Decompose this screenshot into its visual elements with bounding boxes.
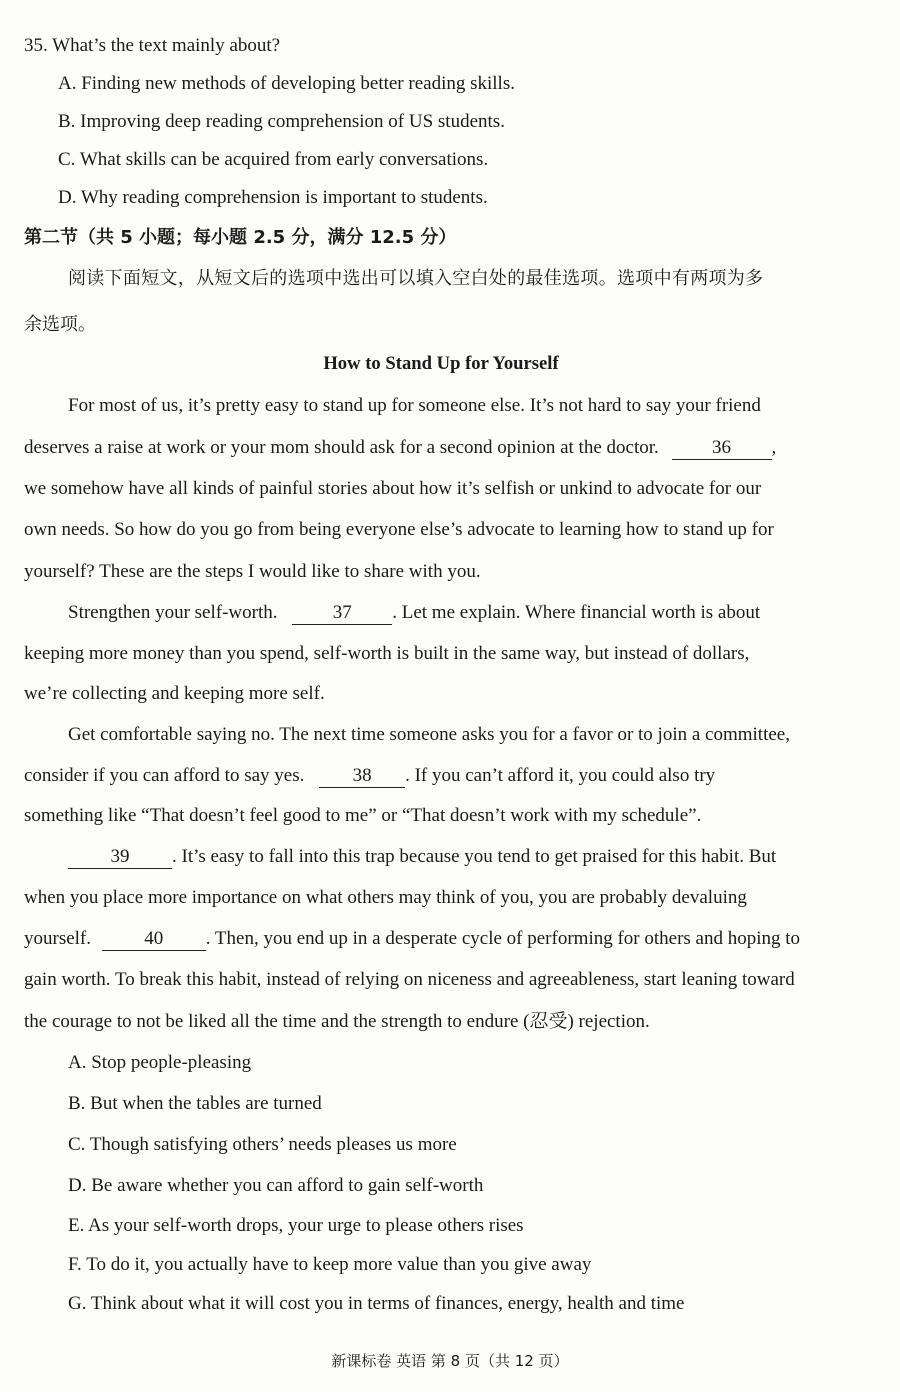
p4-line1 xyxy=(68,845,776,869)
p1-line4: own needs. So how do you go from being everyone else’s advocate to learning how to stand up for xyxy=(24,519,774,540)
p4-line3 xyxy=(24,927,800,951)
p4-line5: the courage to not be liked all the time and the strength to endure (忍受) rejection. xyxy=(24,1011,650,1032)
p1-line1: For most of us, it’s pretty easy to stand up for someone else. It’s not hard to say your friend xyxy=(68,395,761,416)
p1-line2 xyxy=(24,436,776,460)
section-instruction-line2: 余选项。 xyxy=(24,314,96,335)
choice-d: D. Be aware whether you can afford to gain self-worth xyxy=(68,1175,484,1196)
choice-g: G. Think about what it will cost you in terms of finances, energy, health and time xyxy=(68,1293,685,1314)
p1-line3: we somehow have all kinds of painful stories about how it’s selfish or unkind to advocate for our xyxy=(24,478,762,499)
p2-line1-text-b: . Let me explain. Where financial worth is about xyxy=(392,602,761,623)
p4-line4: gain worth. To break this habit, instead of relying on niceness and agreeableness, start leaning toward xyxy=(24,969,795,990)
blank-36: 36 xyxy=(672,437,772,460)
choice-a: A. Stop people-pleasing xyxy=(68,1052,252,1073)
question-35-stem: 35. What’s the text mainly about? xyxy=(24,35,281,56)
p3-line2-text-a: consider if you can afford to say yes. xyxy=(24,765,305,786)
p3-line2 xyxy=(24,764,715,788)
section-heading: 第二节（共 5 小题；每小题 2.5 分，满分 12.5 分） xyxy=(24,227,457,248)
choice-f: F. To do it, you actually have to keep more value than you give away xyxy=(68,1254,592,1275)
p1-line2-comma: , xyxy=(771,437,777,458)
p4-line2: when you place more importance on what others may think of you, you are probably devaluing xyxy=(24,887,747,908)
p2-line3: we’re collecting and keeping more self. xyxy=(24,683,325,704)
p4-line3-text-a: yourself. xyxy=(24,928,92,949)
blank-39: 39 xyxy=(68,846,172,869)
p4-line1-text: . It’s easy to fall into this trap because you tend to get praised for this habit. But xyxy=(172,846,777,867)
q35-option-d: D. Why reading comprehension is important to students. xyxy=(58,187,488,208)
section-instruction-line1: 阅读下面短文，从短文后的选项中选出可以填入空白处的最佳选项。选项中有两项为多 xyxy=(68,268,764,289)
passage-title: How to Stand Up for Yourself xyxy=(323,353,559,374)
blank-37: 37 xyxy=(292,602,392,625)
page-footer: 新课标卷 英语 第 8 页（共 12 页） xyxy=(331,1352,569,1370)
p3-line1: Get comfortable saying no. The next time someone asks you for a favor or to join a committee, xyxy=(68,724,790,745)
choice-b: B. But when the tables are turned xyxy=(68,1093,322,1114)
p1-line2-text: deserves a raise at work or your mom should ask for a second opinion at the doctor. xyxy=(24,437,659,458)
q35-option-c: C. What skills can be acquired from early conversations. xyxy=(58,149,489,170)
choice-e: E. As your self-worth drops, your urge to please others rises xyxy=(68,1215,524,1236)
q35-option-a: A. Finding new methods of developing better reading skills. xyxy=(58,73,515,94)
p2-line2: keeping more money than you spend, self-worth is built in the same way, but instead of dollars, xyxy=(24,643,750,664)
p4-line3-text-b: . Then, you end up in a desperate cycle of performing for others and hoping to xyxy=(205,928,801,949)
p1-line5: yourself? These are the steps I would like to share with you. xyxy=(24,561,481,582)
blank-38: 38 xyxy=(319,765,405,788)
choice-c: C. Though satisfying others’ needs pleases us more xyxy=(68,1134,457,1155)
blank-40: 40 xyxy=(102,928,206,951)
p3-line3: something like “That doesn’t feel good to me” or “That doesn’t work with my schedule”. xyxy=(24,805,702,826)
p2-line1-text-a: Strengthen your self-worth. xyxy=(68,602,278,623)
q35-option-b: B. Improving deep reading comprehension of US students. xyxy=(58,111,505,132)
p2-line1 xyxy=(68,601,760,625)
p3-line2-text-b: . If you can’t afford it, you could also try xyxy=(405,765,716,786)
